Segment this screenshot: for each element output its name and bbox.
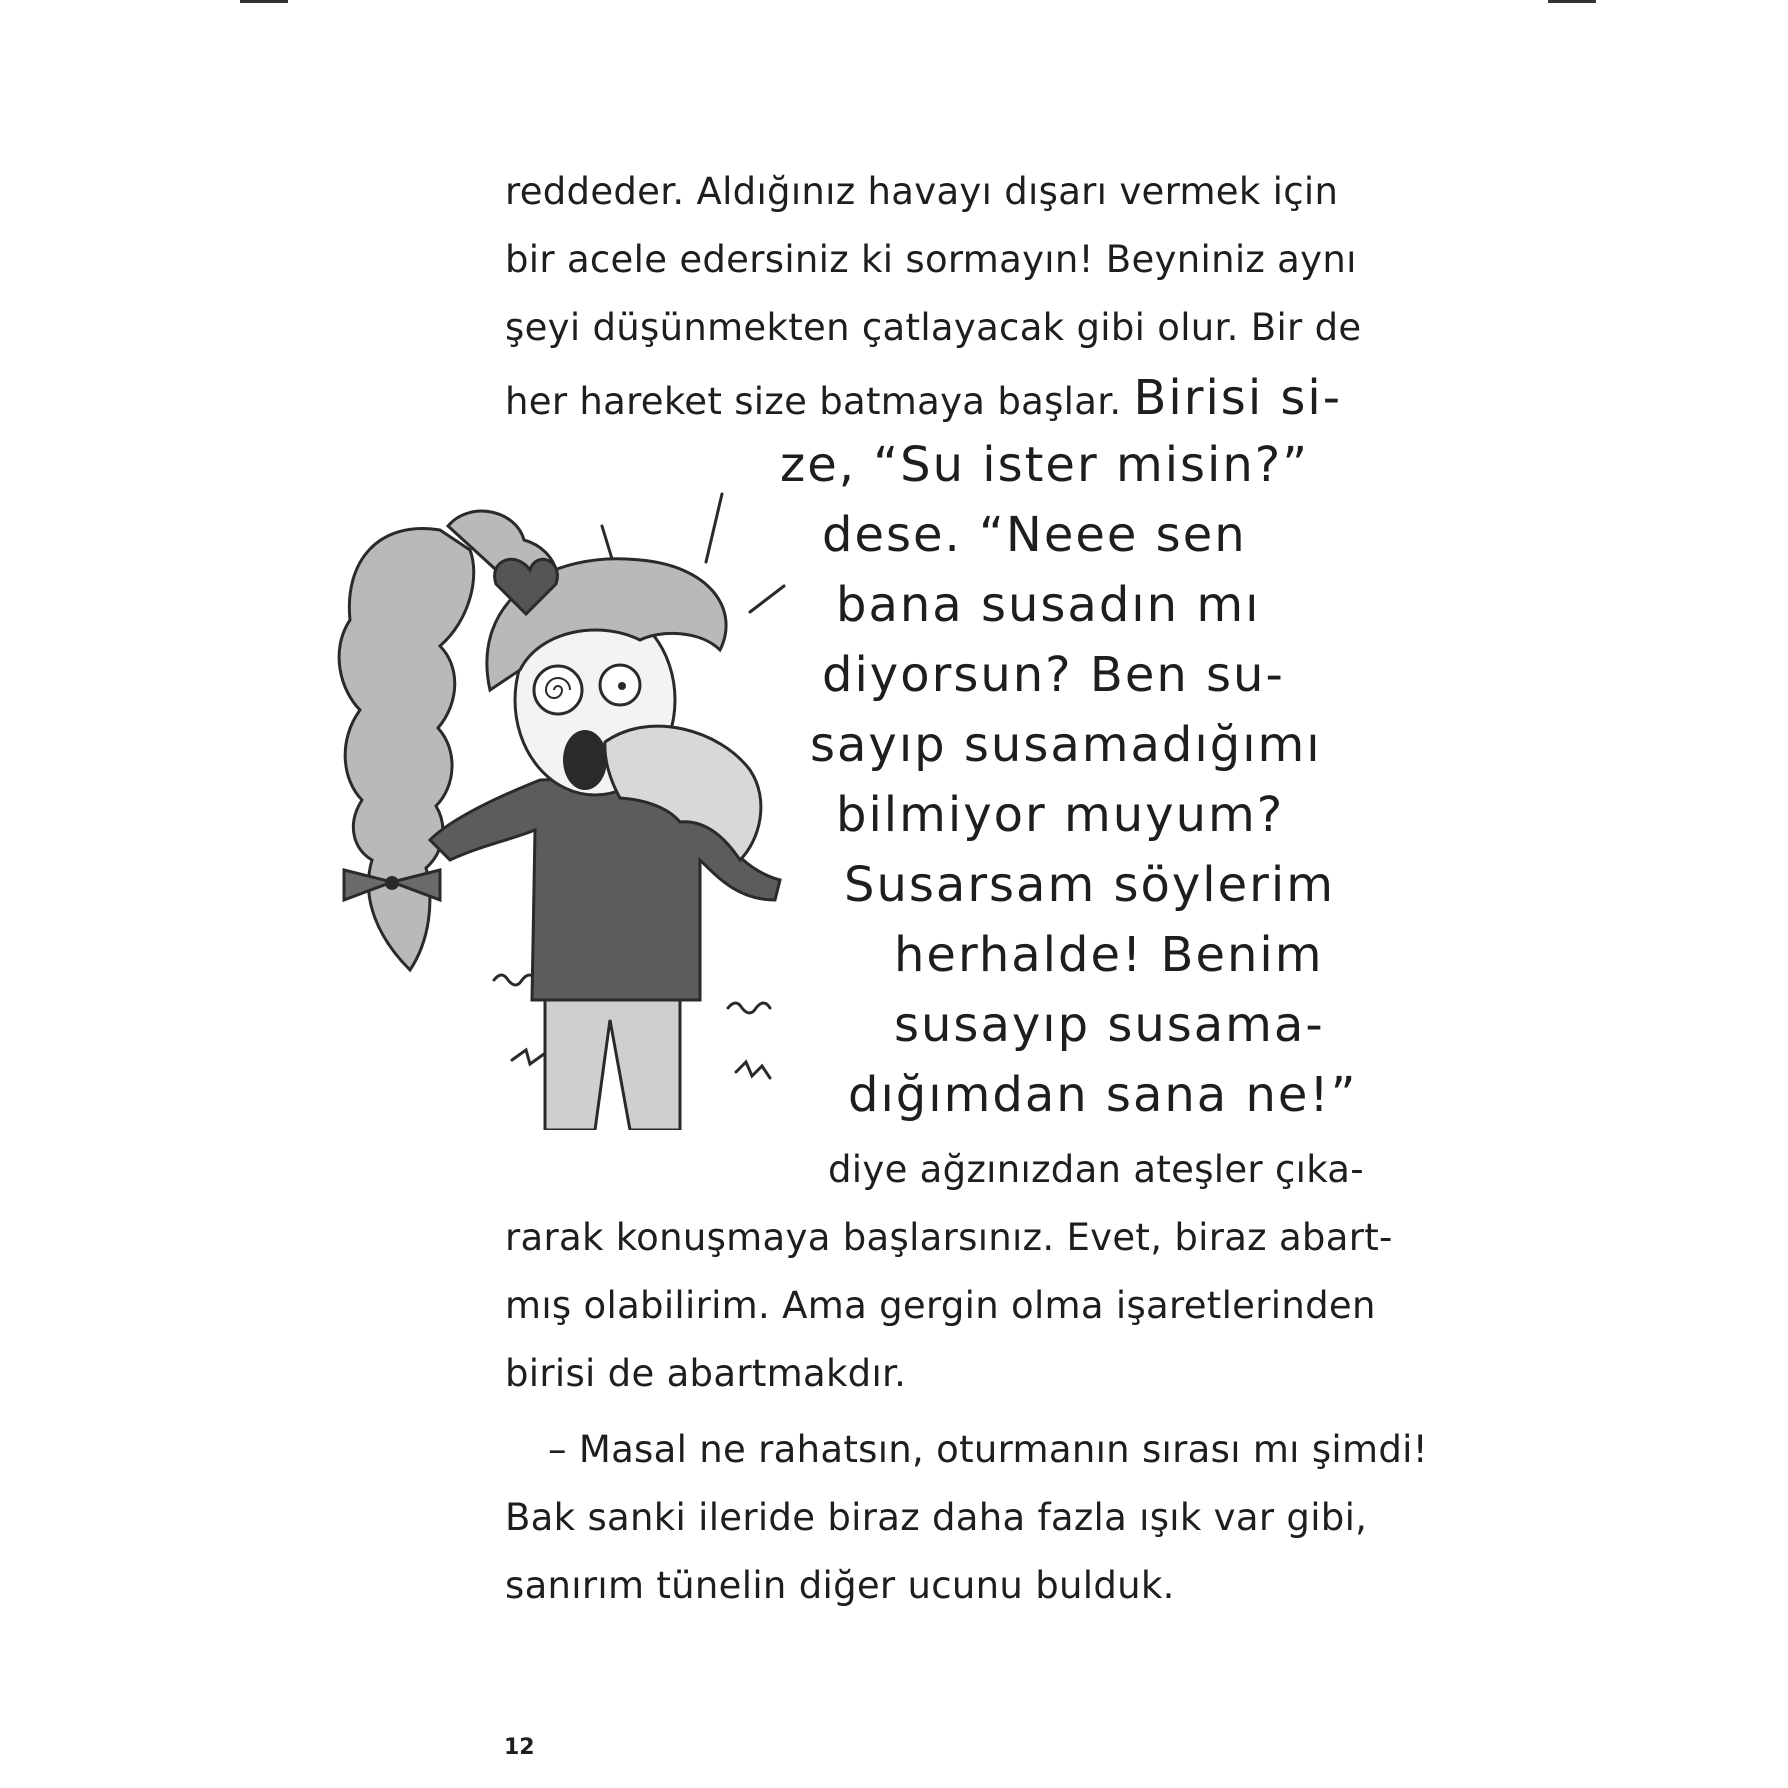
speech-line-7: Susarsam söylerim bbox=[844, 857, 1335, 913]
page-number: 12 bbox=[504, 1735, 535, 1760]
hair-bow-knot bbox=[385, 876, 399, 890]
open-mouth bbox=[563, 730, 607, 790]
right-pupil bbox=[618, 682, 626, 690]
text-line-10: Bak sanki ileride biraz daha fazla ışık var gibi, bbox=[505, 1496, 1368, 1539]
speech-line-4: diyorsun? Ben su- bbox=[822, 647, 1285, 703]
text-line-2: bir acele edersiniz ki sormayın! Beyniniz aynı bbox=[505, 238, 1357, 281]
speech-line-10: dığımdan sana ne!” bbox=[848, 1067, 1358, 1123]
text-line-5: diye ağzınızdan ateşler çıka- bbox=[828, 1148, 1364, 1191]
crop-mark-right bbox=[1548, 0, 1596, 3]
text-line-9: – Masal ne rahatsın, oturmanın sırası mı şimdi! bbox=[548, 1428, 1428, 1471]
legs bbox=[545, 1000, 680, 1130]
speech-line-2: dese. “Neee sen bbox=[822, 507, 1247, 563]
speech-line-9: susayıp susama- bbox=[894, 997, 1325, 1053]
jitter-mark-4 bbox=[736, 1062, 770, 1078]
jitter-mark-3 bbox=[512, 1050, 544, 1064]
speech-line-8: herhalde! Benim bbox=[894, 927, 1324, 983]
ponytail bbox=[339, 528, 474, 970]
speech-line-5: sayıp susamadığımı bbox=[810, 717, 1322, 773]
jitter-mark-2 bbox=[728, 1003, 770, 1013]
text-line-1: reddeder. Aldığınız havayı dışarı vermek için bbox=[505, 170, 1339, 213]
text-line-4 bbox=[505, 370, 1343, 426]
text-line-8: birisi de abartmakdır. bbox=[505, 1352, 907, 1395]
speech-line-3: bana susadın mı bbox=[836, 577, 1261, 633]
text-line-4-big: Birisi si- bbox=[1133, 370, 1343, 426]
crop-mark-left bbox=[240, 0, 288, 3]
text-line-6: rarak konuşmaya başlarsınız. Evet, biraz abart- bbox=[505, 1216, 1393, 1259]
text-line-7: mış olabilirim. Ama gergin olma işaretlerinden bbox=[505, 1284, 1376, 1327]
text-line-11: sanırım tünelin diğer ucunu bulduk. bbox=[505, 1564, 1175, 1607]
emphasis-stroke-3 bbox=[750, 586, 784, 612]
speech-line-6: bilmiyor muyum? bbox=[836, 787, 1285, 843]
emphasis-stroke-2 bbox=[706, 494, 722, 562]
text-line-4-normal: her hareket size batmaya başlar. bbox=[505, 380, 1122, 423]
girl-breathing-fire-illustration bbox=[320, 480, 820, 1130]
text-line-3: şeyi düşünmekten çatlayacak gibi olur. Bir de bbox=[505, 306, 1362, 349]
jitter-mark-1 bbox=[494, 975, 536, 985]
speech-line-1: ze, “Su ister misin?” bbox=[780, 437, 1310, 493]
left-eye bbox=[534, 666, 582, 714]
